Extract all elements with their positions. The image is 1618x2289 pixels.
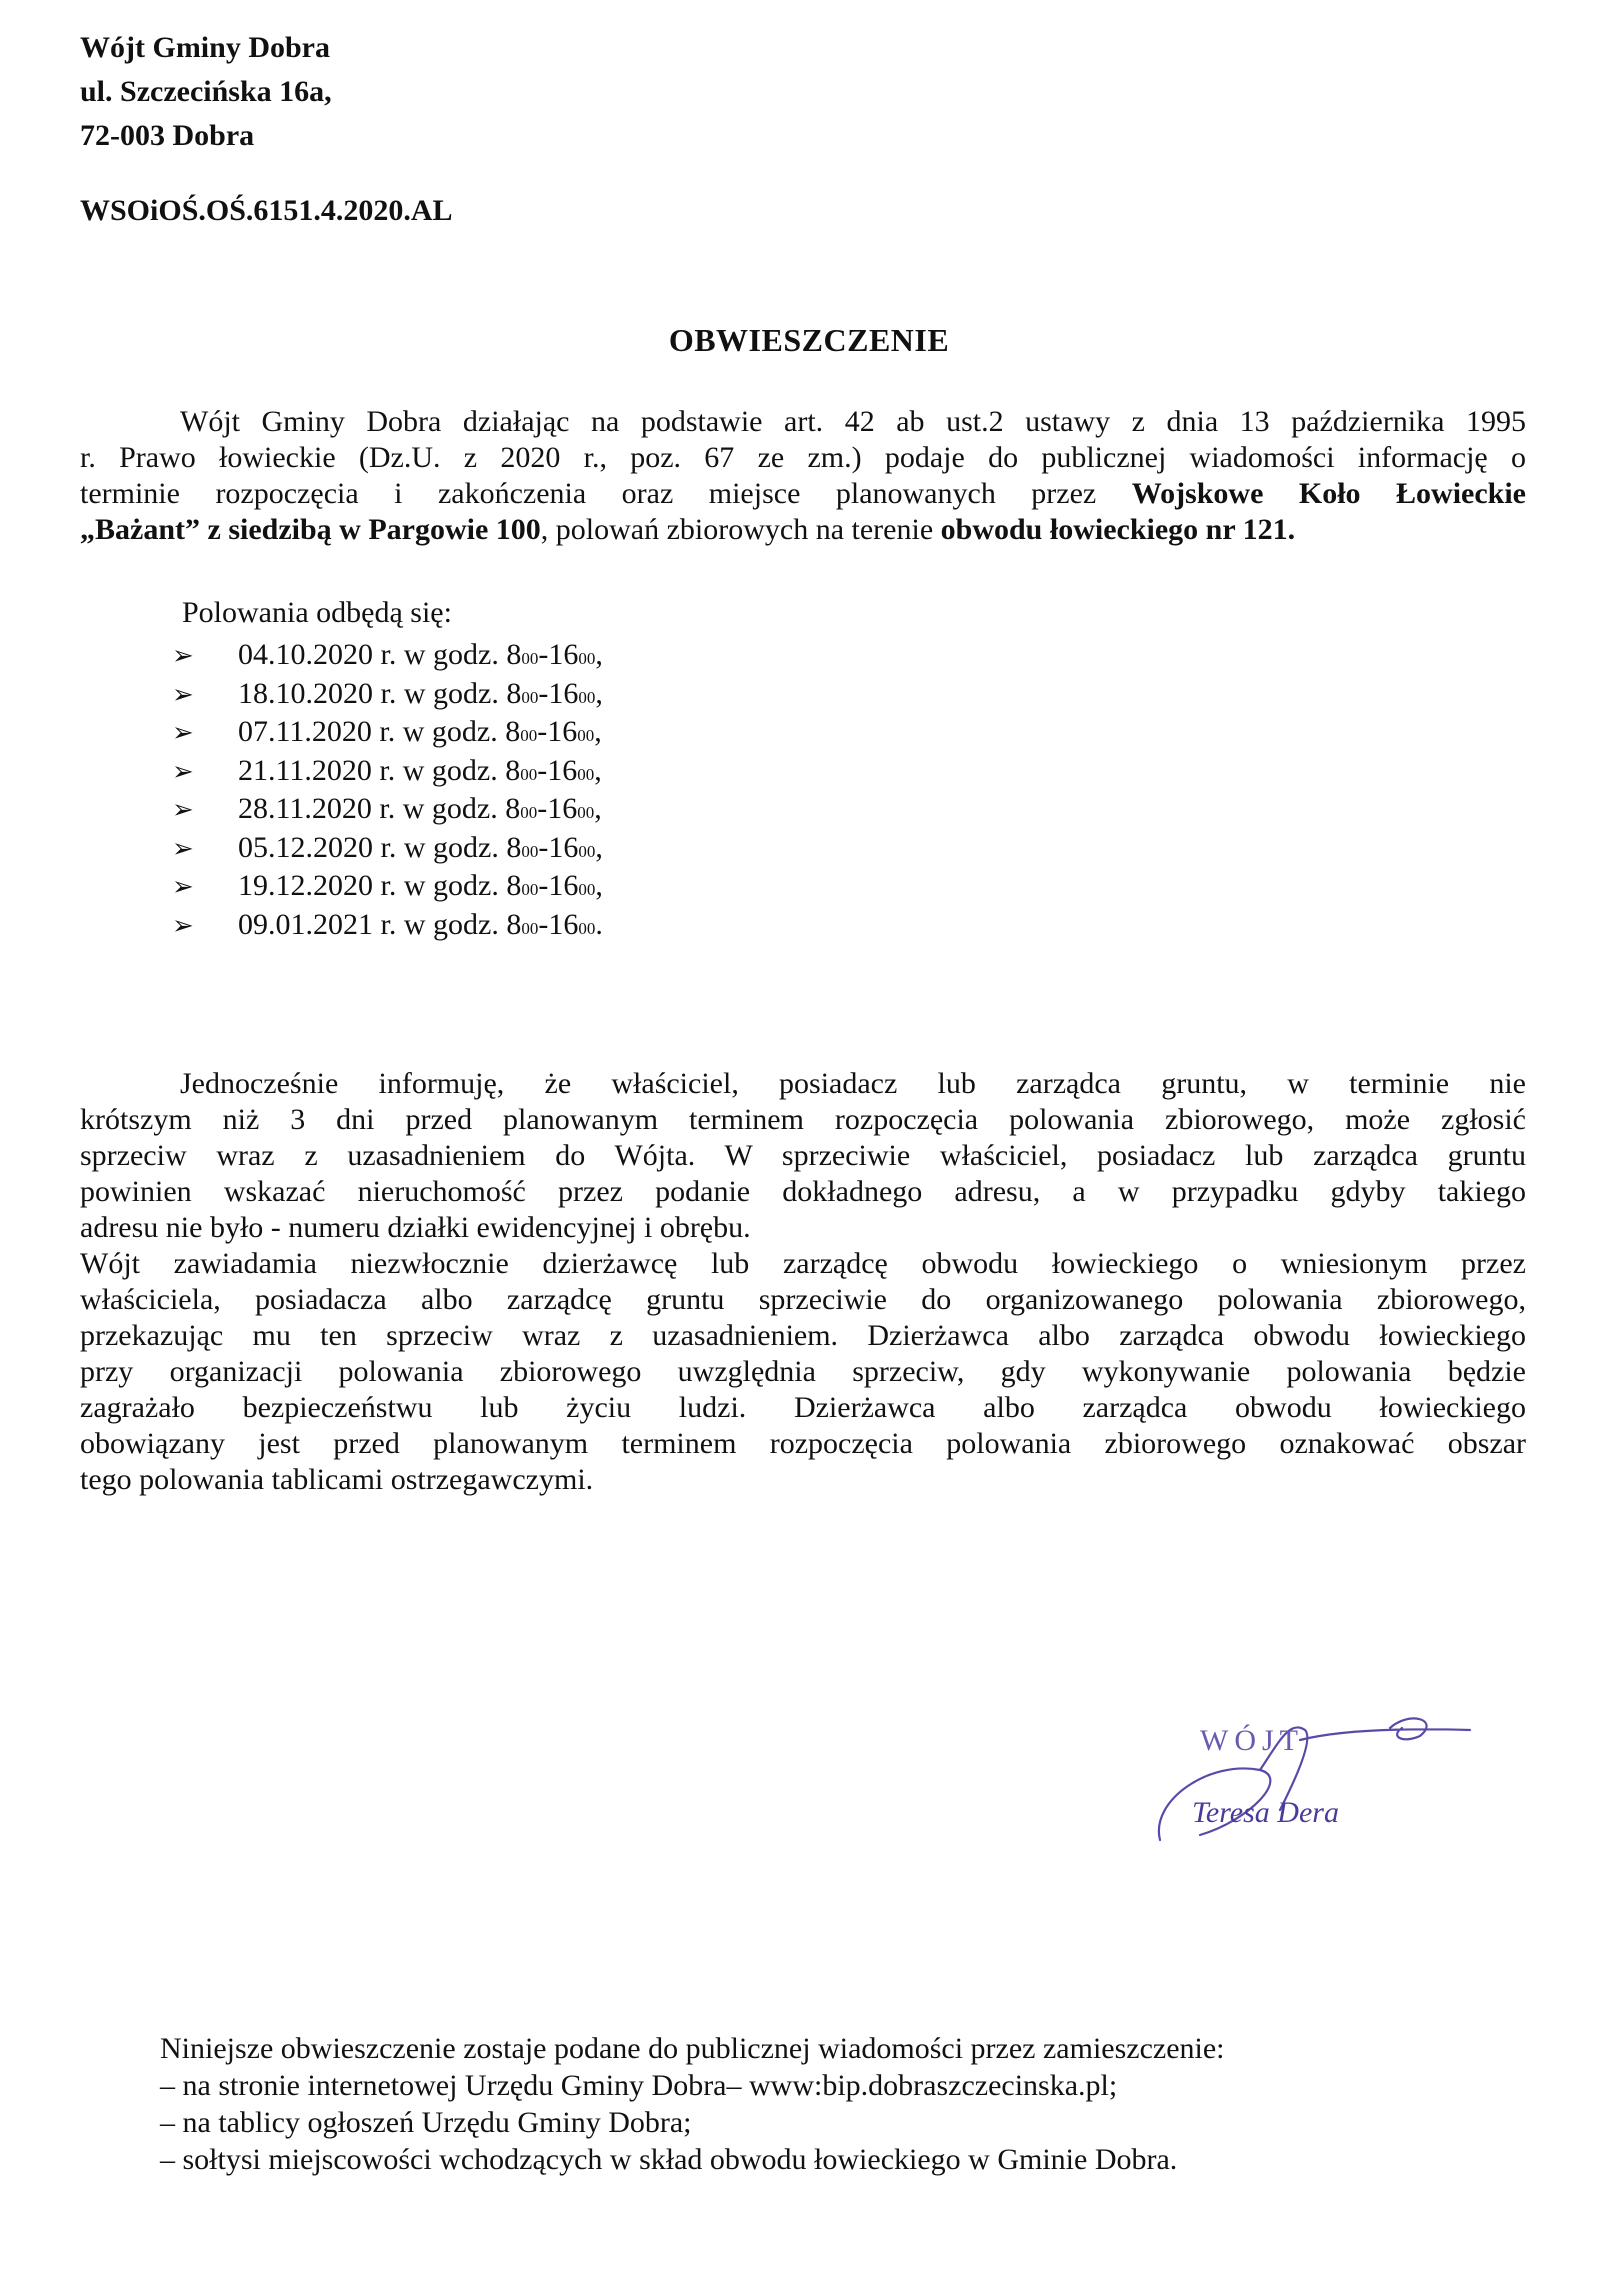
arrow-bullet-icon: ➢ <box>172 756 194 786</box>
hunt-end-text: -16 <box>538 830 579 864</box>
intro-paragraph <box>80 404 1526 548</box>
hunting-district-number: obwodu łowieckiego nr 121 <box>940 513 1288 546</box>
intro-text: . <box>1287 513 1296 546</box>
hunt-date-text: 19.12.2020 r. w godz. 8 <box>238 869 522 902</box>
hunt-end-text: -16 <box>538 638 579 671</box>
hunt-end-text: -16 <box>538 907 579 941</box>
hunt-date-item: ➢ 04.10.2020 r. w godz. 8 00 -16 00 , <box>172 636 603 675</box>
hunt-dates-list <box>172 636 603 944</box>
hunt-punctuation: , <box>594 715 602 748</box>
sender-name: Wójt Gminy Dobra <box>80 31 330 64</box>
hunt-punctuation: , <box>594 792 602 825</box>
signature-role: WÓJT <box>1200 1724 1304 1757</box>
publication-item: – na tablicy ogłoszeń Urzędu Gminy Dobra; <box>160 2106 692 2139</box>
intro-text: terminie rozpoczęcia i zakończenia oraz miejsce planowanych przez <box>80 477 1132 510</box>
publication-intro: Niniejsze obwieszczenie zostaje podane do publicznej wiadomości przez zamieszczenie: <box>160 2032 1225 2065</box>
arrow-bullet-icon: ➢ <box>172 718 194 747</box>
hunt-date-text: 28.11.2020 r. w godz. 8 <box>238 792 521 825</box>
arrow-bullet-icon: ➢ <box>172 679 194 709</box>
hunt-date-item: ➢ 18.10.2020 r. w godz. 8 00 -16 00 , <box>172 675 603 714</box>
hunt-punctuation: . <box>595 907 603 941</box>
hunt-date-item: ➢ 05.12.2020 r. w godz. 8 00 -16 00 , <box>172 829 603 868</box>
objection-line: sprzeciw wraz z uzasadnieniem do Wójta. W sprzeciwie właściciel, posiadacz lub zarządca gruntu <box>80 1139 1526 1172</box>
hunt-end-text: -16 <box>537 792 578 825</box>
hunt-dates-intro: Polowania odbędą się: <box>182 596 452 629</box>
sender-street: ul. Szczecińska 16a, <box>80 75 332 108</box>
hunt-end-text: -16 <box>537 715 578 748</box>
hunt-date-item: ➢ 07.11.2020 r. w godz. 8 00 -16 00 , <box>172 713 603 752</box>
hunt-punctuation: , <box>594 753 602 787</box>
objection-line: powinien wskazać nieruchomość przez podanie dokładnego adresu, a w przypadku gdyby takiego <box>80 1175 1526 1208</box>
signature-scribble-icon <box>1140 1700 1480 1860</box>
hunt-date-text: 07.11.2020 r. w godz. 8 <box>238 715 521 748</box>
hunt-punctuation: , <box>595 638 603 671</box>
objection-paragraph <box>80 1066 1526 1498</box>
hunt-date-item: ➢ 28.11.2020 r. w godz. 8 00 -16 00 , <box>172 790 603 829</box>
hunt-date-text: 18.10.2020 r. w godz. 8 <box>238 676 522 710</box>
hunt-date-text: 04.10.2020 r. w godz. 8 <box>238 638 522 671</box>
hunt-punctuation: , <box>595 830 603 864</box>
signature-name: Teresa Dera <box>1192 1796 1339 1829</box>
intro-line: r. Prawo łowieckie (Dz.U. z 2020 r., poz. 67 ze zm.) podaje do publicznej wiadomości informację o <box>80 441 1526 474</box>
intro-text: , polowań zbiorowych na terenie <box>540 513 941 546</box>
sender-postal-city: 72-003 Dobra <box>80 119 255 152</box>
hunt-punctuation: , <box>595 869 603 902</box>
arrow-bullet-icon: ➢ <box>172 795 194 824</box>
hunt-date-text: 21.11.2020 r. w godz. 8 <box>238 753 521 787</box>
hunt-date-text: 05.12.2020 r. w godz. 8 <box>238 830 522 864</box>
objection-line: Jednocześnie informuję, że właściciel, posiadacz lub zarządca gruntu, w terminie nie <box>180 1067 1526 1100</box>
arrow-bullet-icon: ➢ <box>172 872 194 901</box>
hunt-end-text: -16 <box>538 869 579 902</box>
objection-line: adresu nie było - numeru działki ewidencyjnej i obrębu. <box>80 1211 751 1244</box>
document-title: OBWIESZCZENIE <box>668 322 950 358</box>
hunt-date-item: ➢ 19.12.2020 r. w godz. 8 00 -16 00 , <box>172 867 603 906</box>
publication-item: – sołtysi miejscowości wchodzących w skład obwodu łowieckiego w Gminie Dobra. <box>160 2143 1178 2176</box>
case-reference: WSOiOŚ.OŚ.6151.4.2020.AL <box>80 194 453 227</box>
hunt-date-item: ➢ 21.11.2020 r. w godz. 8 00 -16 00 , <box>172 752 603 791</box>
hunting-club-name: Wojskowe Koło Łowieckie <box>1131 477 1526 510</box>
objection-line: zagrażało bezpieczeństwu lub życiu ludzi. Dzierżawca albo zarządca obwodu łowieckiego <box>80 1391 1526 1424</box>
publication-item: – na stronie internetowej Urzędu Gminy Dobra– www:bip.dobraszczecinska.pl; <box>160 2069 1118 2102</box>
intro-line: Wójt Gminy Dobra działając na podstawie art. 42 ab ust.2 ustawy z dnia 13 października 1995 <box>180 405 1526 438</box>
sender-address <box>80 26 332 158</box>
publication-note <box>160 2030 1225 2178</box>
signature-stamp <box>1140 1700 1480 1860</box>
hunt-date-item: ➢ 09.01.2021 r. w godz. 8 00 -16 00 . <box>172 906 603 945</box>
arrow-bullet-icon: ➢ <box>172 833 194 863</box>
arrow-bullet-icon: ➢ <box>172 910 194 940</box>
arrow-bullet-icon: ➢ <box>172 641 194 670</box>
objection-line: obowiązany jest przed planowanym terminem rozpoczęcia polowania zbiorowego oznakować obszar <box>80 1427 1526 1460</box>
hunt-end-text: -16 <box>537 753 578 787</box>
intro-line <box>80 476 1526 512</box>
objection-line: Wójt zawiadamia niezwłocznie dzierżawcę lub zarządcę obwodu łowieckiego o wniesionym przez <box>80 1247 1526 1280</box>
objection-line: krótszym niż 3 dni przed planowanym terminem rozpoczęcia polowania zbiorowego, może zgłosić <box>80 1103 1526 1136</box>
hunt-end-text: -16 <box>538 676 579 710</box>
objection-line: przy organizacji polowania zbiorowego uwzględnia sprzeciw, gdy wykonywanie polowania będzie <box>80 1355 1526 1388</box>
objection-line: przekazując mu ten sprzeciw wraz z uzasadnieniem. Dzierżawca albo zarządca obwodu łowieckiego <box>80 1319 1526 1352</box>
hunt-date-text: 09.01.2021 r. w godz. 8 <box>238 907 522 941</box>
objection-line: właściciela, posiadacza albo zarządcę gruntu sprzeciwie do organizowanego polowania zbiorowego, <box>80 1283 1526 1316</box>
hunting-club-seat: „Bażant” z siedzibą w Pargowie 100 <box>80 513 541 546</box>
intro-line <box>80 512 1526 548</box>
hunt-punctuation: , <box>595 676 603 710</box>
objection-line: tego polowania tablicami ostrzegawczymi. <box>80 1463 594 1496</box>
